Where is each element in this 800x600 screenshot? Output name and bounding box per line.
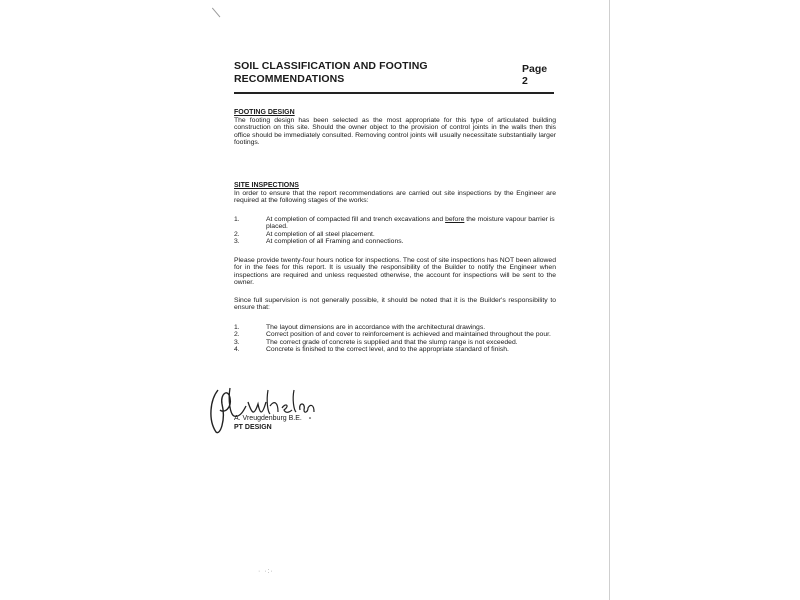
footing-design-heading: FOOTING DESIGN (234, 109, 295, 116)
signer-name: A. Vreugdenburg B.E. (234, 415, 302, 422)
list-item: 4. Concrete is finished to the correct level, and to the appropriate standard of finish. (234, 346, 509, 354)
page-title: SOIL CLASSIFICATION AND FOOTING RECOMMENDATIONS (234, 60, 428, 85)
scan-artifact (212, 0, 231, 17)
title-rule (234, 92, 554, 94)
handwritten-signature (200, 380, 330, 440)
list-item: 2. At completion of all steel placement. (234, 230, 375, 238)
list-item: 1. The layout dimensions are in accordance with the architectural drawings. (234, 324, 486, 331)
inspection-stages-list (234, 216, 556, 246)
list-item: 3. At completion of all Framing and connections. (234, 238, 404, 246)
page-edge (609, 0, 610, 600)
supervision-paragraph: Since full supervision is not generally possible, it should be noted that it is the Builder's responsibility to ensure that: (234, 297, 556, 312)
builder-duties-list (234, 324, 556, 354)
signer-company: PT DESIGN (234, 424, 272, 431)
site-inspections-intro: In order to ensure that the report recommendations are carried out site inspections by the Engineer are required at the following stages of the works: (234, 190, 556, 205)
list-item: 1. At completion of compacted fill and trench excavations and before the moisture vapour barrier is placed. (234, 216, 555, 231)
site-inspections-heading: SITE INSPECTIONS (234, 182, 299, 189)
list-item: 3. The correct grade of concrete is supplied and that the slump range is not exceeded. (234, 338, 518, 346)
footing-design-paragraph: The footing design has been selected as the most appropriate for this type of articulated building construction on this site. Should the owner object to the provision of control joints in the walls then this office should be immediately consulted. Removing control joints will usually necessitate substantially larger footings. (234, 117, 556, 147)
scan-dots: · ·:· (258, 568, 274, 575)
page-number: Page 2 (522, 63, 548, 87)
inspection-notice-paragraph: Please provide twenty-four hours notice for inspections. The cost of site inspections has NOT been allowed for in the fees for this report. It is usually the responsibility of the Builder to notify the Engineer when inspections are required and unless requested otherwise, the account for inspections will be sent to the owner. (234, 257, 556, 287)
list-item: 2. Correct position of and cover to reinforcement is achieved and maintained throughout the pour. (234, 331, 551, 339)
